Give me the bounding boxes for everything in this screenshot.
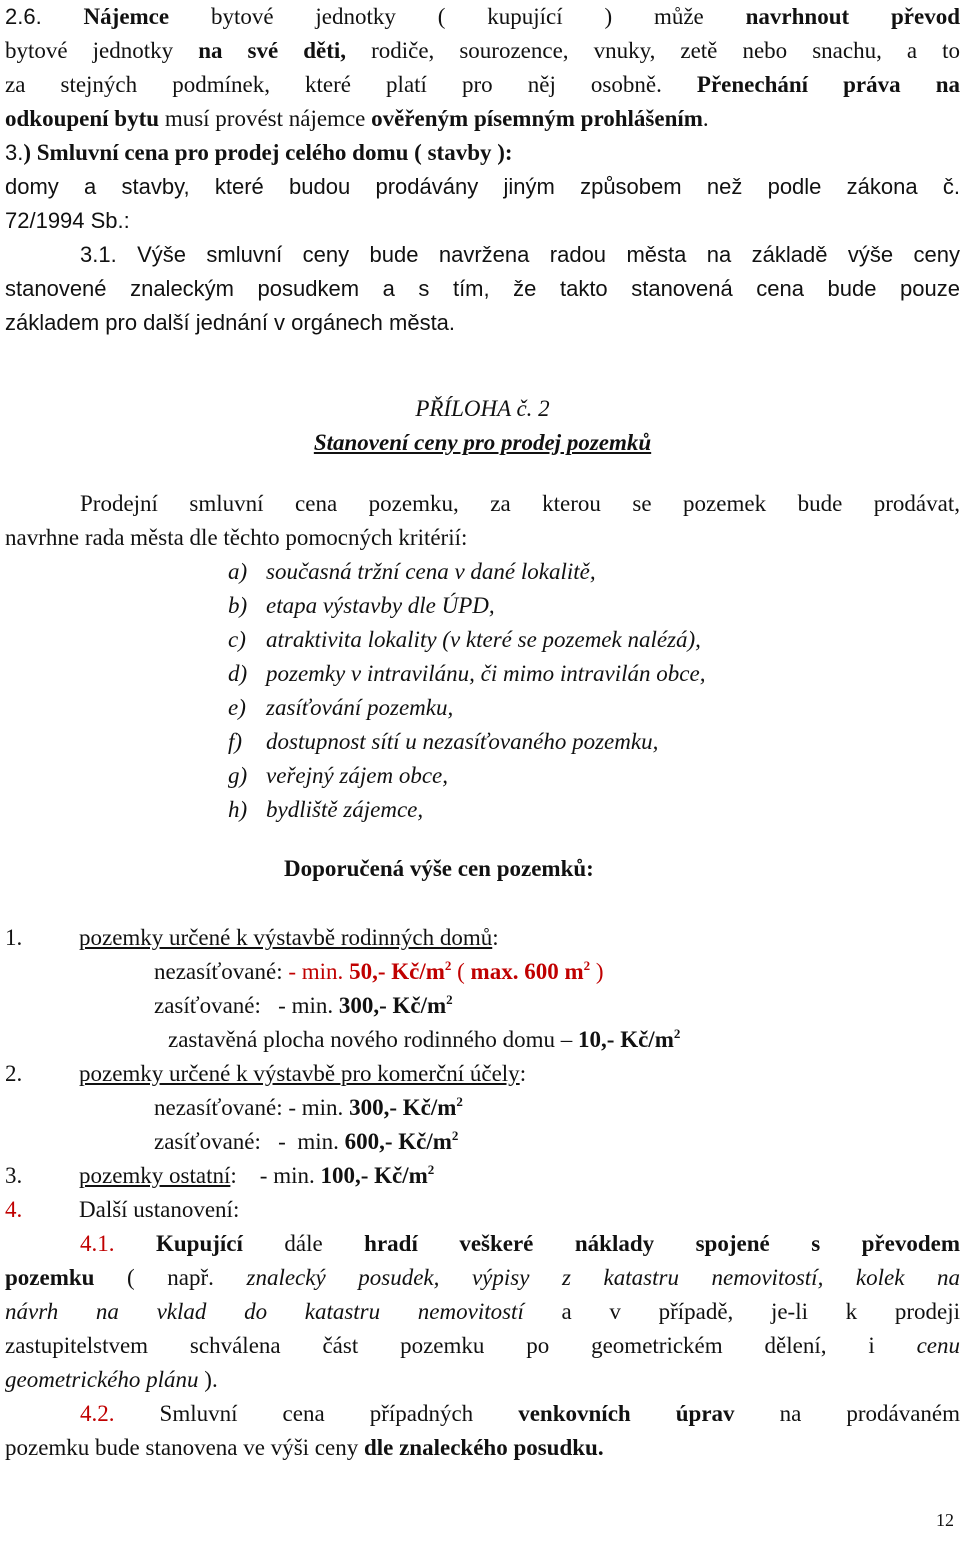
list-item: h) bydliště zájemce, xyxy=(228,797,424,822)
para-3-1-line-3: základem pro další jednání v orgánech města. xyxy=(5,310,456,335)
item-2-heading: 2. pozemky určené k výstavbě pro komerční účely: xyxy=(5,1061,527,1086)
item-2-row-1: nezasíťované: - min. 300,- $Kč/m^2$ xyxy=(154,1094,463,1120)
item-3-heading: 3. pozemky ostatní: - min. 100,- $Kč/m^2$ xyxy=(5,1162,435,1188)
intro-line-1: Prodejní smluvní cena pozemku, za kterou se pozemek bude prodávat, xyxy=(80,491,960,516)
list-item: e) zasíťování pozemku, xyxy=(228,695,454,720)
section-3-line-3: 72/1994 Sb.: xyxy=(5,208,130,233)
para-4-1-line-2: pozemku ( např. znalecký posudek, výpisy z katastru nemovitostí, kolek na xyxy=(5,1265,960,1290)
para-4-2-line-1: 4.2. Smluvní cena případných venkovních úprav na prodávaném xyxy=(80,1401,960,1426)
section-number: 2.6. xyxy=(5,4,42,29)
list-item: g) veřejný zájem obce, xyxy=(228,763,449,788)
criteria-list xyxy=(228,555,705,827)
item-1-heading: 1. pozemky určené k výstavbě rodinných domů: xyxy=(5,925,499,950)
para-2-6-line-4: odkoupení bytu musí provést nájemce ověřeným písemným prohlášením. xyxy=(5,106,709,131)
para-3-1-line-2: stanovené znaleckým posudkem a s tím, že takto stanovená cena bude pouze xyxy=(5,276,960,301)
list-item: b) etapa výstavby dle ÚPD, xyxy=(228,593,495,618)
item-1-row-3: zastavěná plocha nového rodinného domu – 10,- $Kč/m^2$ xyxy=(168,1026,681,1052)
annex-label: PŘÍLOHA č. 2 xyxy=(415,396,550,421)
para-2-6-line-3: za stejných podmínek, které platí pro něj osobně. Přenechání práva na xyxy=(5,72,960,97)
intro-line-2: navrhne rada města dle těchto pomocných kritérií: xyxy=(5,525,468,550)
item-1-row-1: nezasíťované: - min. 50,- $Kč/m^2$ ( max. 600 $m^2$ ) xyxy=(154,958,604,984)
item-4-heading: 4. Další ustanovení: xyxy=(5,1197,240,1222)
prices-heading: Doporučená výše cen pozemků: xyxy=(284,856,594,881)
para-4-2-line-2: pozemku bude stanovena ve výši ceny dle znaleckého posudku. xyxy=(5,1435,604,1460)
page-number: 12 xyxy=(936,1510,954,1530)
para-2-6-line-1: 2.6. Nájemce bytové jednotky ( kupující ) může navrhnout převod xyxy=(5,4,960,29)
list-item: f) dostupnost sítí u nezasíťovaného pozemku, xyxy=(228,729,659,754)
item-1-row-2: zasíťované: - min. 300,- $Kč/m^2$ xyxy=(154,992,453,1018)
para-3-1-line-1: 3.1. Výše smluvní ceny bude navržena radou města na základě výše ceny xyxy=(80,242,960,267)
para-4-1-line-3: návrh na vklad do katastru nemovitostí a v případě, je-li k prodeji xyxy=(5,1299,960,1324)
para-2-6-line-2: bytové jednotky na své děti, rodiče, sourozence, vnuky, zetě nebo snachu, a to xyxy=(5,38,960,63)
para-4-1-line-5: geometrického plánu ). xyxy=(5,1367,218,1392)
para-4-1-line-1: 4.1. Kupující dále hradí veškeré náklady spojené s převodem xyxy=(80,1231,960,1256)
section-3-line-2: domy a stavby, které budou prodávány jiným způsobem než podle zákona č. xyxy=(5,174,960,199)
section-3-heading: 3.) Smluvní cena pro prodej celého domu ( stavby ): xyxy=(5,140,513,165)
list-item: d) pozemky v intravilánu, či mimo intravilán obce, xyxy=(228,661,706,686)
list-item: a) současná tržní cena v dané lokalitě, xyxy=(228,559,596,584)
annex-title: Stanovení ceny pro prodej pozemků xyxy=(313,430,652,455)
item-2-row-2: zasíťované: - min. 600,- $Kč/m^2$ xyxy=(154,1128,459,1154)
list-item: c) atraktivita lokality (v které se pozemek nalézá), xyxy=(228,627,701,652)
para-4-1-line-4: zastupitelstvem schválena část pozemku po geometrickém dělení, i cenu xyxy=(5,1333,960,1358)
